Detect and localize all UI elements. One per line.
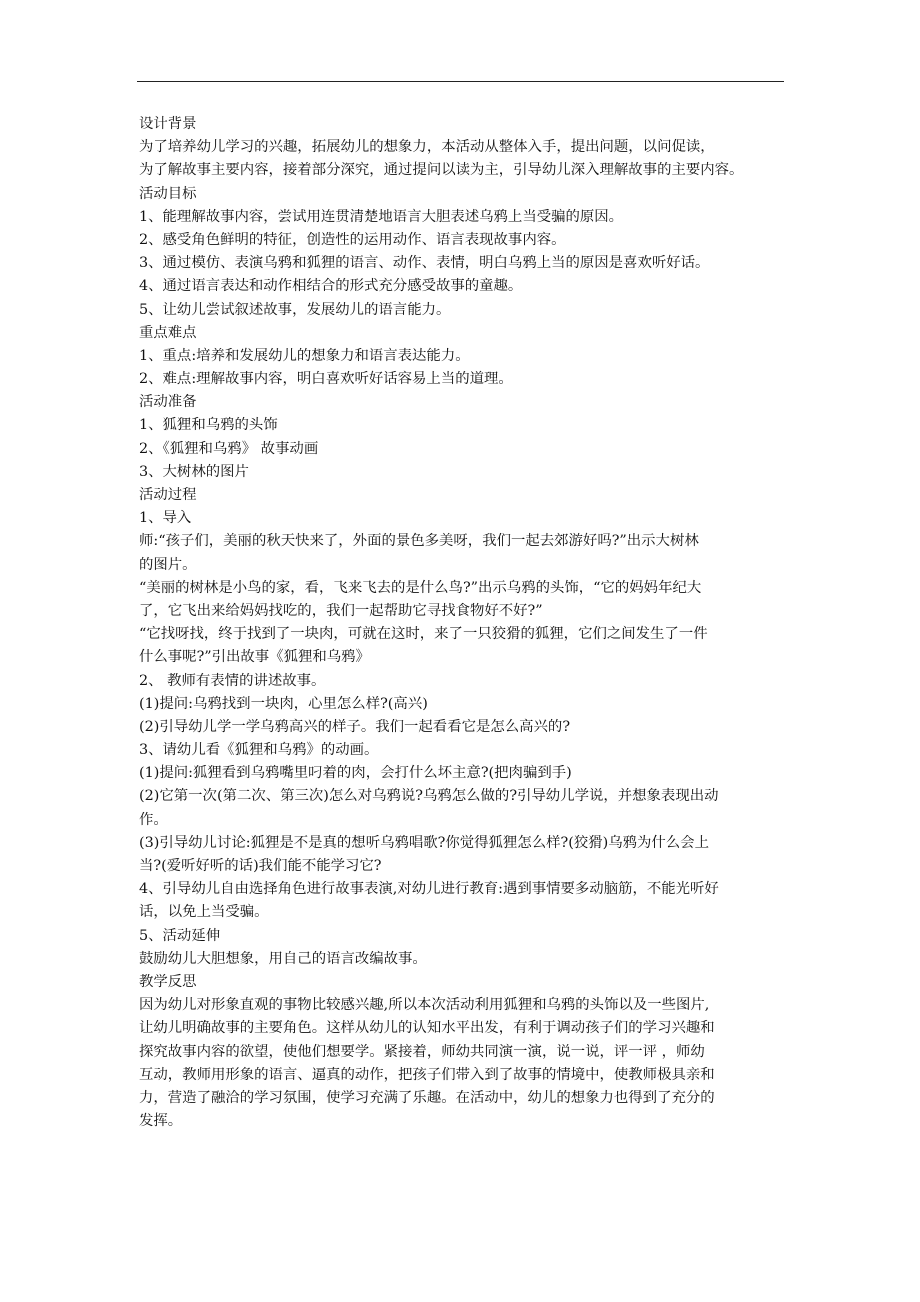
goal-item: 1、能理解故事内容，尝试用连贯清楚地语言大胆表述乌鸦上当受骗的原因。 (139, 208, 624, 225)
paragraph-line: 话，以免上当受骗。 (139, 904, 269, 921)
process-substep: (1)提问:狐狸看到乌鸦嘴里叼着的肉，会打什么坏主意?(把肉骗到手) (139, 765, 572, 782)
paragraph-line: 师:“孩子们，美丽的秋天快来了，外面的景色多美呀，我们一起去郊游好吗?”出示大树林 (139, 533, 699, 550)
heading-key-difficulties: 重点难点 (139, 324, 197, 341)
process-substep: (1)提问:乌鸦找到一块肉，心里怎么样?(高兴) (139, 695, 428, 712)
goal-item: 2、感受角色鲜明的特征，创造性的运用动作、语言表现故事内容。 (139, 231, 566, 248)
heading-teaching-reflection: 教学反思 (139, 973, 197, 990)
process-step: 4、引导幼儿自由选择角色进行故事表演,对幼儿进行教育:遇到事情要多动脑筋，不能光听好 (139, 881, 719, 898)
reflection-line: 发挥。 (139, 1113, 183, 1130)
reflection-line: 探究故事内容的欲望，使他们想要学。紧接着，师幼共同演一演，说一说，评一评 ，师幼 (139, 1043, 705, 1060)
paragraph-line: 鼓励幼儿大胆想象，用自己的语言改编故事。 (139, 950, 427, 967)
preparation-item: 3、大树林的图片 (139, 463, 249, 480)
paragraph-line: 了，它飞出来给妈妈找吃的，我们一起帮助它寻找食物好不好?” (139, 602, 543, 619)
reflection-line: 力，营造了融洽的学习氛围，使学习充满了乐趣。在活动中，幼儿的想象力也得到了充分的 (139, 1089, 715, 1106)
paragraph-line: “它找呀找，终于找到了一块肉，可就在这时，来了一只狡猾的狐狸，它们之间发生了一件 (139, 626, 708, 643)
paragraph-line: 当?(爱听好听的话)我们能不能学习它? (139, 858, 382, 874)
process-step: 5、活动延伸 (139, 927, 221, 944)
process-step: 3、请幼儿看《狐狸和乌鸦》的动画。 (139, 742, 379, 759)
paragraph-line: 为了培养幼儿学习的兴趣，拓展幼儿的想象力，本活动从整体入手，提出问题，以问促读， (139, 139, 715, 156)
paragraph-line: 什么事呢?”引出故事《狐狸和乌鸦》 (139, 649, 370, 666)
reflection-line: 因为幼儿对形象直观的事物比较感兴趣,所以本次活动利用狐狸和乌鸦的头饰以及一些图片, (139, 997, 710, 1014)
paragraph-line: 为了解故事主要内容，接着部分深究，通过提问以读为主，引导幼儿深入理解故事的主要内容。 (139, 162, 744, 179)
heading-design-background: 设计背景 (139, 116, 197, 132)
process-substep: (2)它第一次(第二次、第三次)怎么对乌鸦说?乌鸦怎么做的?引导幼儿学说，并想象表现出动 (139, 788, 719, 805)
process-substep: (2)引导幼儿学一学乌鸦高兴的样子。我们一起看看它是怎么高兴的? (139, 718, 571, 735)
heading-activity-process: 活动过程 (139, 487, 197, 503)
paragraph-line: 作。 (139, 811, 168, 828)
preparation-item: 1、狐狸和乌鸦的头饰 (139, 417, 278, 434)
key-point-item: 1、重点:培养和发展幼儿的想象力和语言表达能力。 (139, 347, 470, 364)
heading-activity-preparation: 活动准备 (139, 394, 197, 411)
process-substep: (3)引导幼儿讨论:狐狸是不是真的想听乌鸦唱歌?你觉得狐狸怎么样?(狡猾)乌鸦为什么会上 (139, 834, 709, 851)
goal-item: 5、让幼儿尝试叙述故事，发展幼儿的语言能力。 (139, 301, 451, 318)
goal-item: 3、通过模仿、表演乌鸦和狐狸的语言、动作、表情，明白乌鸦上当的原因是喜欢听好话。 (139, 255, 710, 272)
heading-activity-goals: 活动目标 (139, 185, 197, 202)
paragraph-line: “美丽的树林是小鸟的家，看，飞来飞去的是什么鸟?”出示乌鸦的头饰，“它的妈妈年纪大 (139, 579, 702, 596)
preparation-item: 2、《狐狸和乌鸦》 故事动画 (139, 440, 319, 457)
reflection-line: 互动，教师用形象的语言、逼真的动作，把孩子们带入到了故事的情境中，使教师极具亲和 (139, 1066, 715, 1083)
process-step: 2、 教师有表情的讲述故事。 (139, 672, 326, 689)
reflection-line: 让幼儿明确故事的主要角色。这样从幼儿的认知水平出发，有利于调动孩子们的学习兴趣和 (139, 1020, 715, 1037)
goal-item: 4、通过语言表达和动作相结合的形式充分感受故事的童趣。 (139, 278, 523, 295)
header-rule (137, 81, 784, 82)
document-body (139, 113, 794, 1133)
key-point-item: 2、难点:理解故事内容，明白喜欢听好话容易上当的道理。 (139, 371, 513, 388)
process-step: 1、导入 (139, 510, 192, 527)
paragraph-line: 的图片。 (139, 556, 197, 573)
